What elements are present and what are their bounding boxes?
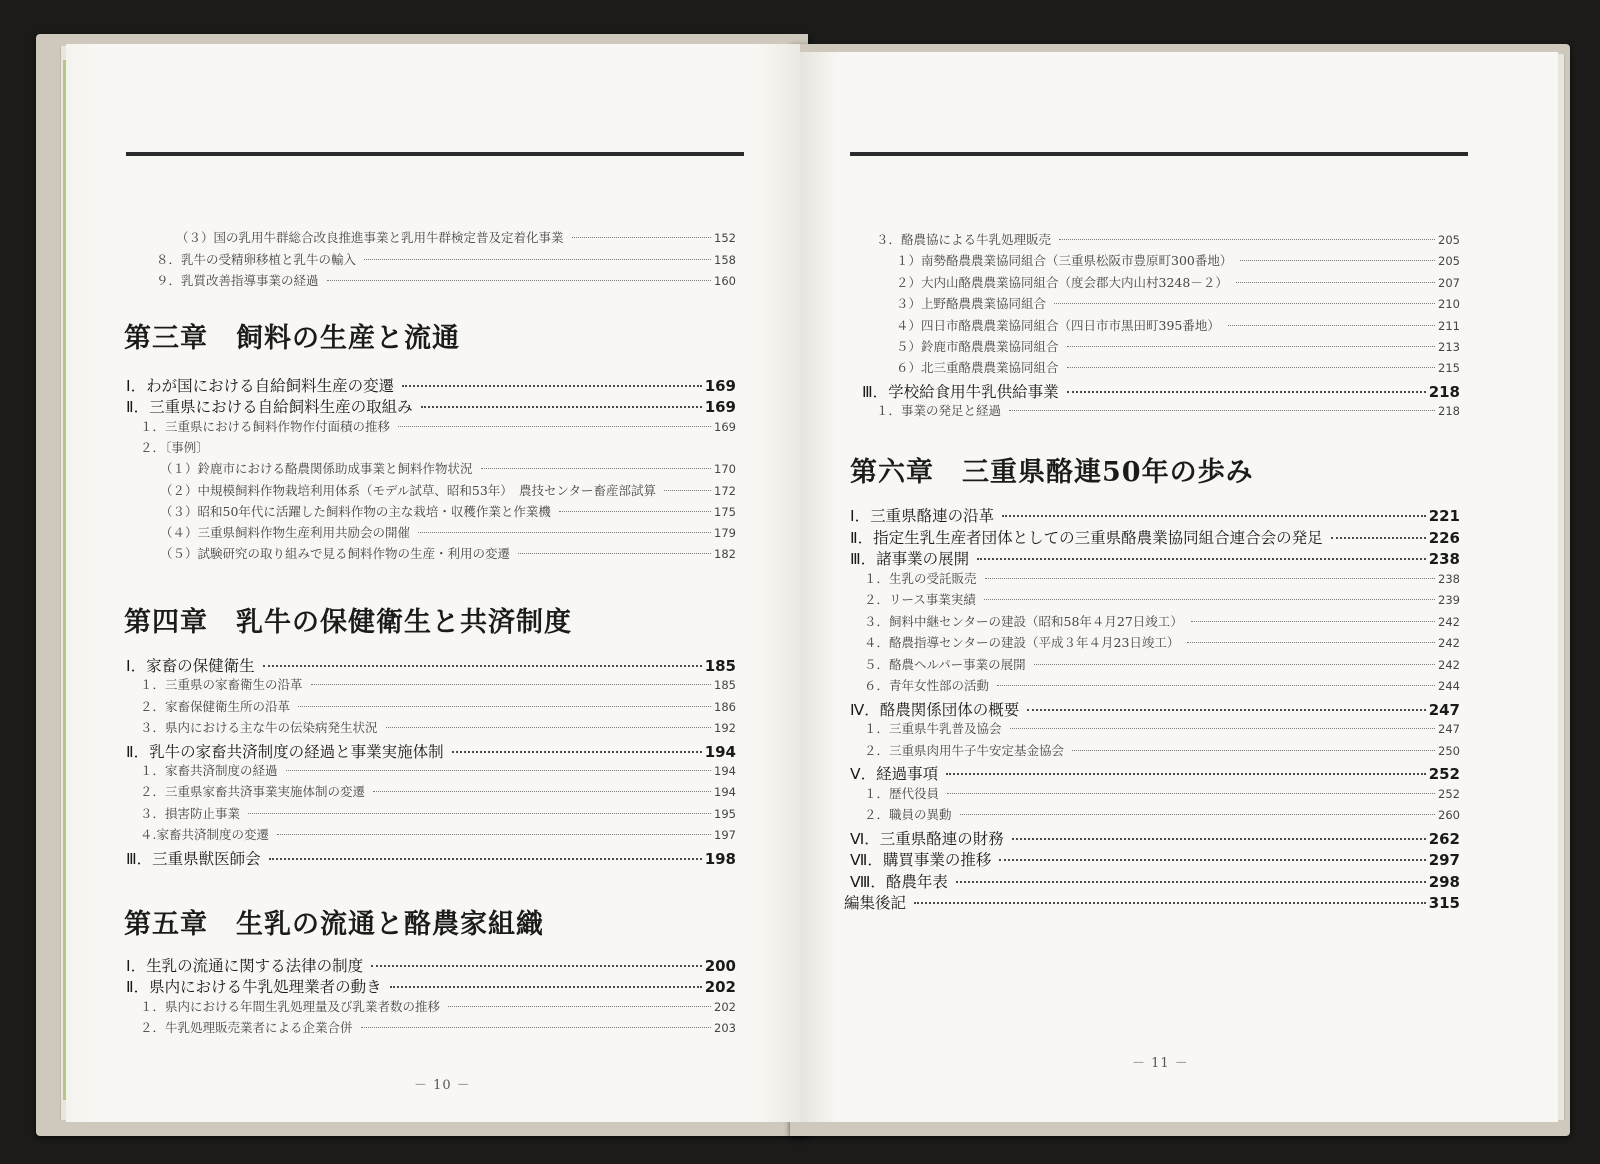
toc-entry-title: ３．県内における主な牛の伝染病発生状況 [140,720,378,736]
toc-entry [140,438,736,456]
toc-entry-title: ２．牛乳処理販売業者による企業合併 [140,1020,353,1036]
toc-entry [864,612,1460,630]
toc-page-number: 218 [1438,404,1460,419]
toc-entry [864,719,1460,737]
toc-entry [864,676,1460,694]
toc-entry-title: １．事業の発足と経過 [876,403,1002,419]
dot-leader [985,578,1436,579]
toc-page-number: 218 [1428,382,1460,401]
toc-entry [862,380,1460,402]
dot-leader [956,881,1426,883]
dot-leader [371,965,702,967]
toc-entry [850,762,1460,784]
toc-entry [126,847,736,869]
dot-leader [1240,260,1435,261]
toc-page-number: 169 [704,377,736,395]
toc-entry-title: Ⅱ．指定生乳生産者団体としての三重県酪農業協同組合連合会の発足 [850,528,1323,547]
dot-leader [1012,838,1426,840]
header-rule [850,152,1468,156]
toc-entry [896,251,1460,269]
toc-page-number: 200 [704,957,736,975]
toc-entry [126,740,736,762]
dot-leader [298,706,711,707]
toc-page-number: 238 [1428,550,1460,568]
page-number: － 11 － [1132,1056,1189,1071]
toc-entry-title: ５．酪農ヘルパー事業の展開 [864,656,1026,672]
toc-entry-title: Ⅰ．三重県酪連の沿革 [850,507,995,525]
toc-page-number: 169 [714,419,736,434]
toc-entry-title: （３）昭和50年代に活躍した飼料作物の主な栽培・収穫作業と作業機 [160,503,551,519]
toc-page-number: 172 [714,483,736,498]
toc-entry [876,401,1460,419]
toc-entry [864,569,1460,587]
toc-entry-title: Ⅰ．家畜の保健衛生 [126,657,255,675]
dot-leader [664,490,711,491]
toc-page-number: 297 [1428,851,1460,869]
toc-entry [140,761,736,779]
dot-leader [398,426,711,427]
dot-leader [1059,239,1435,240]
toc-page-number: 197 [714,828,736,843]
toc-entry [140,1018,736,1036]
toc-entry-title: ４.家畜共済制度の変遷 [140,827,269,843]
toc-entry-title: Ⅲ．学校給食用牛乳供給事業 [862,382,1059,401]
toc-entry [850,827,1460,849]
toc-entry-title: ４）四日市酪農農業協同組合（四日市市黒田町395番地） [896,317,1220,333]
toc-page-number: 194 [714,764,736,778]
toc-entry [176,228,736,246]
toc-page-number: 186 [714,699,736,714]
dot-leader [984,599,1435,600]
chapter-heading: 第六章 三重県酪連50年の歩み [850,457,1254,488]
toc-entry-title: ２．三重県家畜共済事業実施体制の変遷 [140,784,366,800]
toc-entry-title: ９．乳質改善指導事業の経過 [156,273,319,288]
toc-entry-title: （３）国の乳用牛群総合改良推進事業と乳用牛群検定普及定着化事業 [176,230,564,245]
toc-entry-title: ８．乳牛の受精卵移植と乳牛の輸入 [156,251,357,267]
dot-leader [518,553,711,554]
toc-entry-title: ２．三重県肉用牛子牛安定基金協会 [864,742,1065,758]
toc-entry-title: １．生乳の受託販売 [864,570,977,586]
toc-entry [140,417,736,435]
dot-leader [448,1006,711,1007]
toc-entry-title: １．三重県における飼料作物作付面積の推移 [140,418,391,434]
toc-entry-title: 編集後記 [844,894,907,912]
toc-entry-title: １．家畜共済制度の経過 [140,763,278,778]
toc-entry-title: １．三重県の家畜衛生の沿革 [140,677,303,693]
toc-page-number: 205 [1438,233,1460,247]
toc-entry [140,825,736,843]
dot-leader [1002,515,1426,517]
dot-leader [559,511,711,512]
toc-entry [850,698,1460,720]
dot-leader [1010,728,1436,729]
dot-leader [1054,303,1435,304]
dot-leader [361,1027,712,1028]
chapter-heading: 第三章 飼料の生産と流通 [124,323,460,354]
dot-leader [418,532,711,533]
toc-entry [140,718,736,736]
toc-page-number: 247 [1438,722,1460,736]
toc-entry [126,395,736,417]
toc-page-number: 242 [1438,636,1460,650]
toc-entry-title: Ⅱ．三重県における自給飼料生産の取組み [126,398,413,417]
dot-leader [1228,325,1435,326]
toc-entry [156,250,736,268]
toc-page-number: 205 [1438,254,1460,269]
toc-entry [896,337,1460,355]
dot-leader [1191,621,1435,622]
toc-entry-title: （２）中規模飼料作物栽培利用体系（モデル試草、昭和53年） 農技センター畜産部試算 [160,482,657,498]
toc-page-number: 195 [714,806,736,821]
dot-leader [572,237,712,238]
toc-page-number: 160 [714,274,736,288]
toc-entry-title: ２．〔事例〕 [140,439,209,455]
dot-leader [269,858,702,860]
dot-leader [452,751,702,753]
toc-entry-title: （４）三重県飼料作物生産利用共励会の開催 [160,525,411,541]
toc-entry [160,523,736,541]
toc-page-number: 211 [1438,318,1460,333]
left-page [66,44,800,1122]
toc-entry-title: Ⅱ．県内における牛乳処理業者の動き [126,978,382,997]
toc-entry [896,273,1460,291]
header-rule [126,152,744,156]
toc-entry-title: Ⅵ．三重県酪連の財務 [850,829,1004,848]
toc-page-number: 192 [714,721,736,736]
toc-entry [140,697,736,715]
chapter-heading: 第五章 生乳の流通と酪農家組織 [124,909,544,940]
toc-entry [896,294,1460,312]
toc-page-number: 221 [1428,507,1460,525]
toc-entry [850,848,1460,870]
dot-leader [1236,282,1435,283]
toc-page-number: 244 [1438,679,1460,693]
toc-page-number: 170 [714,462,736,477]
dot-leader [1331,537,1426,539]
toc-page-number: 198 [704,849,736,868]
dot-leader [421,406,702,408]
toc-page-number: 213 [1438,340,1460,354]
toc-page-number: 215 [1438,361,1460,376]
right-page [800,52,1558,1122]
toc-page-number: 202 [714,999,736,1014]
toc-entry [896,316,1460,334]
toc-entry [850,870,1460,892]
toc-page-number: 185 [704,657,736,675]
dot-leader [386,727,712,728]
dot-leader [373,791,711,792]
toc-entry-title: Ⅳ．酪農関係団体の概要 [850,700,1020,719]
toc-page-number: 152 [714,231,736,245]
toc-page-number: 239 [1438,593,1460,607]
toc-entry-title: １．歴代役員 [864,785,940,801]
toc-entry-title: （５）試験研究の取り組みで見る飼料作物の生産・利用の変遷 [160,546,511,562]
toc-entry [160,502,736,520]
toc-entry-title: ２）大内山酪農農業協同組合（度会郡大内山村3248－２） [896,274,1228,290]
toc-page-number: 262 [1428,829,1460,848]
toc-entry [850,504,1460,526]
toc-entry-title: Ⅴ．経過事項 [850,765,939,783]
toc-entry [850,547,1460,569]
dot-leader [914,902,1426,904]
toc-page-number: 194 [714,785,736,800]
toc-entry-title: ３）上野酪農農業協同組合 [896,296,1047,312]
toc-page-number: 252 [1438,786,1460,801]
toc-entry-title: （１）鈴鹿市における酪農関係助成事業と飼料作物状況 [160,461,473,477]
toc-entry [126,954,736,976]
toc-page-number: 179 [714,526,736,541]
toc-entry-title: Ⅰ．生乳の流通に関する法律の制度 [126,957,364,975]
dot-leader [977,558,1426,560]
toc-entry-title: Ⅲ．三重県獣医師会 [126,849,261,868]
toc-page-number: 202 [704,978,736,997]
toc-page-number: 207 [1438,275,1460,290]
toc-page-number: 238 [1438,571,1460,586]
toc-entry [864,590,1460,608]
chapter-heading: 第四章 乳牛の保健衛生と共済制度 [124,607,572,638]
dot-leader [364,259,711,260]
toc-entry-title: ２．家畜保健衛生所の沿革 [140,698,291,714]
toc-page-number: 226 [1428,528,1460,547]
dot-leader [390,986,702,988]
dot-leader [1187,642,1435,643]
toc-entry-title: ３．酪農協による牛乳処理販売 [876,232,1052,247]
toc-page-number: 175 [714,504,736,519]
dot-leader [277,834,711,835]
toc-entry-title: ６．青年女性部の活動 [864,678,990,693]
dot-leader [946,773,1426,775]
toc-page-number: 250 [1438,743,1460,758]
dot-leader [248,813,711,814]
toc-entry [876,230,1460,248]
toc-page-number: 194 [704,742,736,761]
dot-leader [1067,367,1436,368]
dot-leader [1067,391,1426,393]
toc-page-number: 242 [1438,614,1460,629]
toc-entry [160,544,736,562]
dot-leader [1027,709,1425,711]
dot-leader [1034,664,1435,665]
toc-entry-title: １）南勢酪農農業協同組合（三重県松阪市豊原町300番地） [896,253,1233,269]
toc-entry-title: １．県内における年間生乳処理量及び乳業者数の推移 [140,998,441,1014]
toc-entry-title: ３．飼料中継センターの建設（昭和58年４月27日竣工） [864,613,1183,629]
toc-entry [160,459,736,477]
toc-entry-title: ５）鈴鹿市酪農農業協同組合 [896,339,1059,354]
toc-entry [864,784,1460,802]
toc-page-number: 203 [714,1021,736,1036]
toc-entry-title: ３．損害防止事業 [140,805,241,821]
toc-page-number: 260 [1438,808,1460,822]
toc-entry [844,891,1460,913]
toc-entry-title: Ⅶ．購買事業の推移 [850,851,992,869]
toc-entry-title: １．三重県牛乳普及協会 [864,721,1002,736]
toc-entry [140,675,736,693]
dot-leader [1067,346,1436,347]
toc-entry-title: Ⅷ．酪農年表 [850,872,948,891]
toc-entry [864,805,1460,823]
toc-entry [140,782,736,800]
dot-leader [311,684,712,685]
toc-entry [864,741,1460,759]
dot-leader [1072,750,1435,751]
toc-entry-title: ６）北三重酪農農業協同組合 [896,360,1059,376]
toc-page-number: 169 [704,398,736,417]
toc-entry [896,358,1460,376]
toc-entry [160,481,736,499]
toc-page-number: 182 [714,547,736,562]
toc-page-number: 247 [1428,700,1460,719]
dot-leader [286,770,712,771]
dot-leader [999,859,1425,861]
dot-leader [1009,410,1435,411]
toc-page-number: 315 [1428,894,1460,912]
toc-entry [126,374,736,396]
dot-leader [947,793,1435,794]
dot-leader [960,814,1436,815]
dot-leader [481,468,712,469]
toc-entry [140,997,736,1015]
toc-entry [864,633,1460,651]
toc-entry [140,804,736,822]
toc-entry [156,271,736,289]
dot-leader [327,280,712,281]
toc-entry-title: Ⅰ．わが国における自給飼料生産の変遷 [126,377,395,395]
page-edge-tint [63,60,66,1100]
toc-entry [126,654,736,676]
toc-entry-title: ４．酪農指導センターの建設（平成３年４月23日竣工） [864,635,1180,650]
toc-page-number: 158 [714,252,736,267]
toc-page-number: 242 [1438,657,1460,672]
toc-page-number: 185 [714,678,736,693]
page-number: － 10 － [414,1078,471,1093]
dot-leader [263,665,702,667]
toc-entry [126,975,736,997]
toc-entry-title: Ⅱ．乳牛の家畜共済制度の経過と事業実施体制 [126,742,444,761]
toc-page-number: 252 [1428,765,1460,783]
dot-leader [402,385,702,387]
toc-page-number: 298 [1428,872,1460,891]
toc-entry [850,526,1460,548]
toc-page-number: 210 [1438,297,1460,312]
toc-entry-title: ２．職員の異動 [864,807,952,822]
toc-entry-title: ２．リース事業実績 [864,592,976,607]
toc-entry-title: Ⅲ．諸事業の展開 [850,550,970,568]
dot-leader [997,685,1435,686]
toc-entry [864,655,1460,673]
